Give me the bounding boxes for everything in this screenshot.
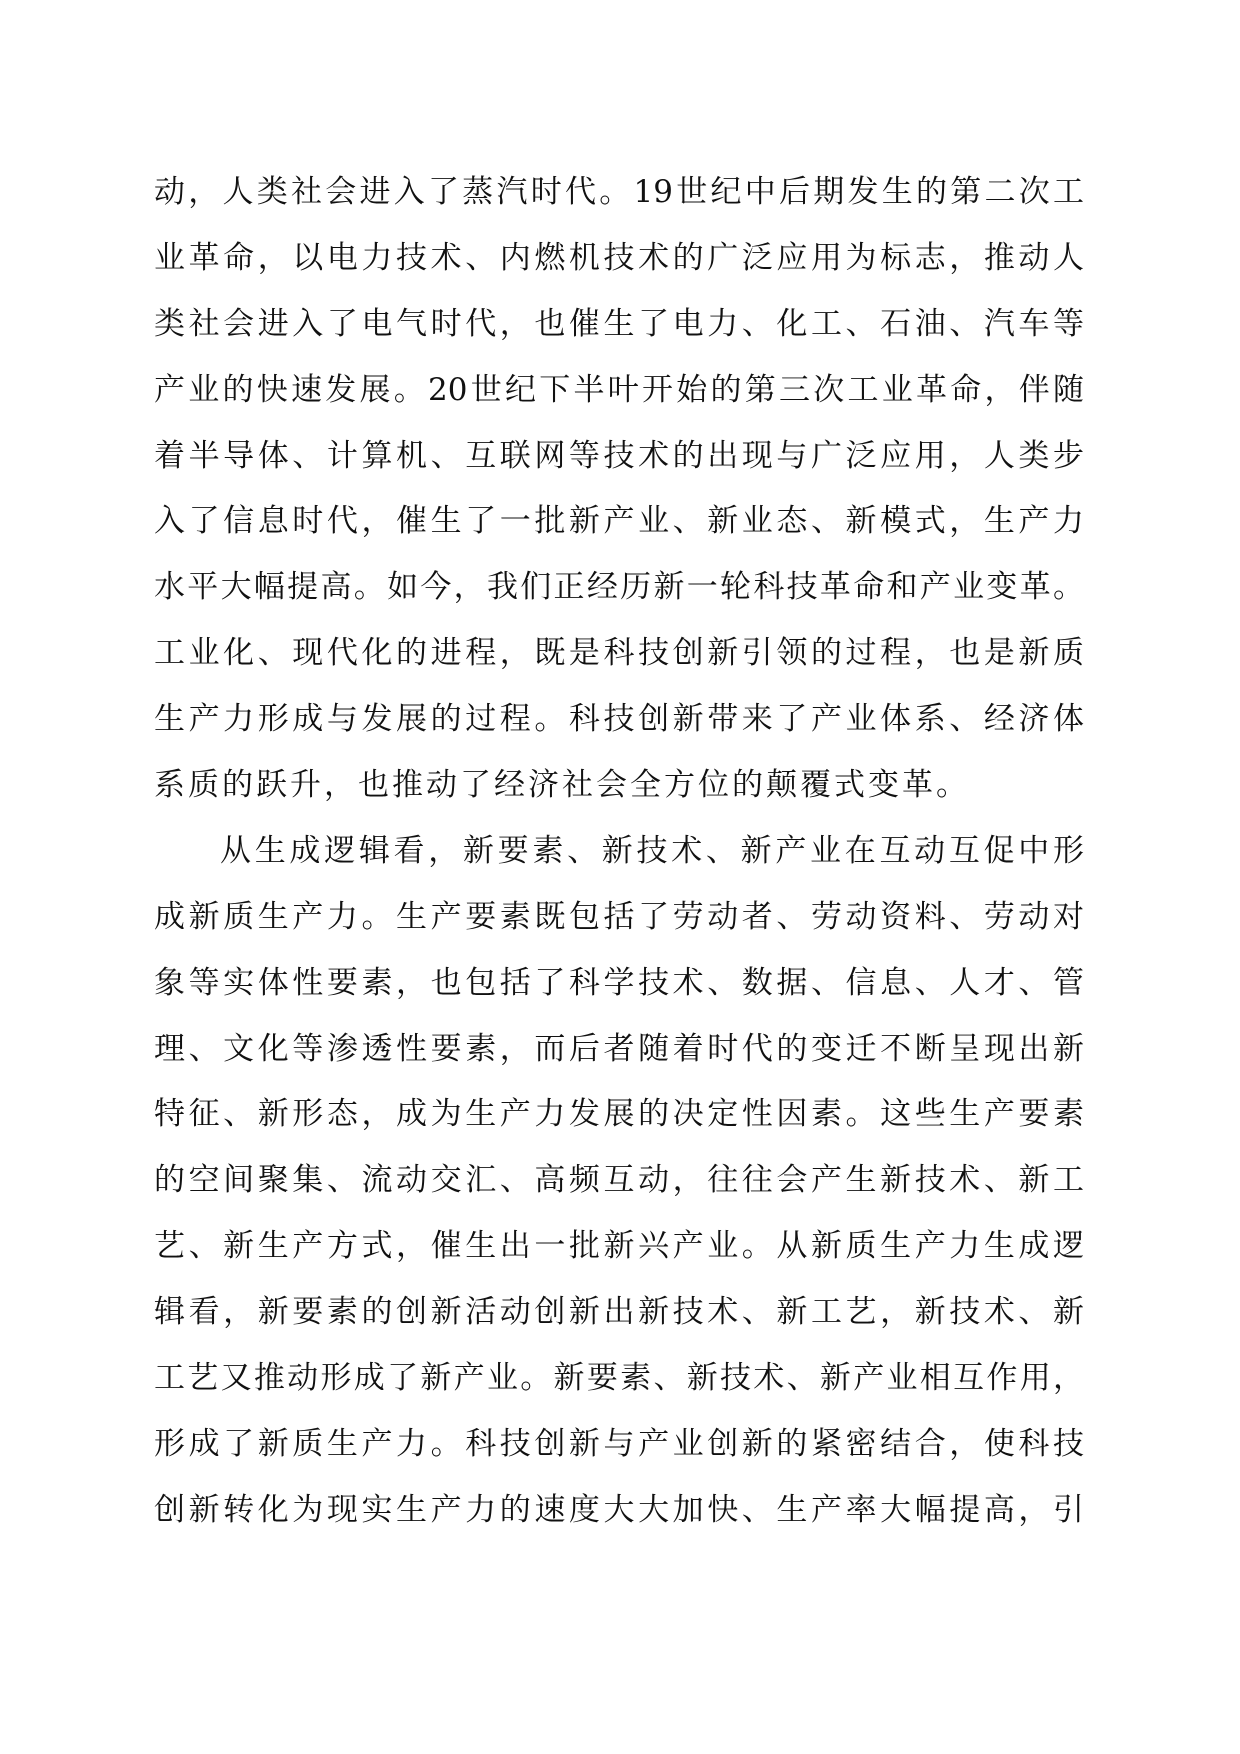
text-line: 特征、新形态，成为生产力发展的决定性因素。这些生产要素 xyxy=(154,1096,1084,1133)
text-line: 成新质生产力。生产要素既包括了劳动者、劳动资料、劳动对 xyxy=(154,898,1084,935)
text-line: 生产力形成与发展的过程。科技创新带来了产业体系、经济体 xyxy=(154,701,1084,738)
text-line: 理、文化等渗透性要素，而后者随着时代的变迁不断呈现出新 xyxy=(154,1030,1084,1067)
text-line: 艺、新生产方式，催生出一批新兴产业。从新质生产力生成逻 xyxy=(154,1228,1084,1265)
text-line: 象等实体性要素，也包括了科学技术、数据、信息、人才、管 xyxy=(154,964,1084,1001)
text-line: 的空间聚集、流动交汇、高频互动，往往会产生新技术、新工 xyxy=(154,1162,1084,1199)
text-line: 工艺又推动形成了新产业。新要素、新技术、新产业相互作用， xyxy=(154,1360,1084,1397)
text-line: 产业的快速发展。20世纪下半叶开始的第三次工业革命，伴随 xyxy=(154,371,1084,408)
text-line: 工业化、现代化的进程，既是科技创新引领的过程，也是新质 xyxy=(154,635,1084,672)
text-line: 创新转化为现实生产力的速度大大加快、生产率大幅提高，引 xyxy=(154,1491,1084,1528)
text-line: 形成了新质生产力。科技创新与产业创新的紧密结合，使科技 xyxy=(154,1425,1084,1462)
text-line: 业革命，以电力技术、内燃机技术的广泛应用为标志，推动人 xyxy=(154,239,1084,276)
body-text xyxy=(154,160,1084,1544)
text-line: 辑看，新要素的创新活动创新出新技术、新工艺，新技术、新 xyxy=(154,1294,1084,1331)
paragraph-last-line: 系质的跃升，也推动了经济社会全方位的颠覆式变革。 xyxy=(154,767,970,804)
paragraph-first-line: 从生成逻辑看，新要素、新技术、新产业在互动互促中形 xyxy=(220,832,1084,869)
text-line: 类社会进入了电气时代，也催生了电力、化工、石油、汽车等 xyxy=(154,305,1084,342)
text-line: 入了信息时代，催生了一批新产业、新业态、新模式，生产力 xyxy=(154,503,1084,540)
text-line: 着半导体、计算机、互联网等技术的出现与广泛应用，人类步 xyxy=(154,437,1084,474)
text-line: 动，人类社会进入了蒸汽时代。19世纪中后期发生的第二次工 xyxy=(154,174,1084,210)
text-line: 水平大幅提高。如今，我们正经历新一轮科技革命和产业变革。 xyxy=(154,569,1084,606)
